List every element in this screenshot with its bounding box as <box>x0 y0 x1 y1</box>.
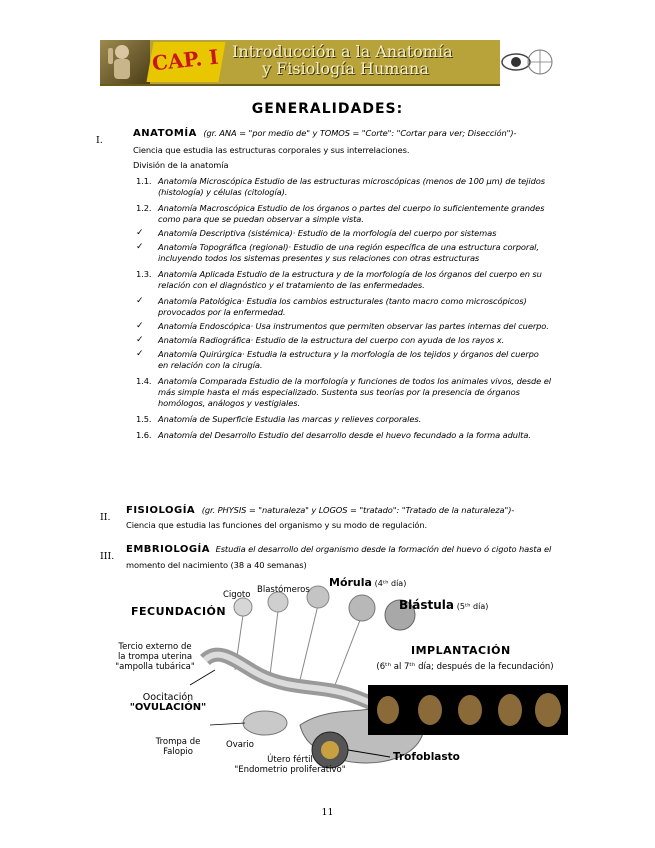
list-item <box>136 242 572 264</box>
item-line: Anatomía Macroscópica Estudio de los órganos o partes del cuerpo lo suficientemente grandes <box>158 203 545 213</box>
cigoto-cell <box>234 598 252 616</box>
label-tercio <box>110 642 200 672</box>
item-number: 1.4. <box>136 376 152 386</box>
section-etymology: (gr. ANA = "por medio de" y TOMOS = "Corte": "Cortar para ver; Disección")- <box>203 128 517 138</box>
ovary-shape <box>243 711 287 735</box>
label-utero-line: "Endometrio proliferativo" <box>234 765 346 775</box>
section-i-division-label: División de la anatomía <box>133 160 229 170</box>
section-iii-title-line <box>126 544 576 555</box>
chapter-title <box>232 43 453 77</box>
label-trompa-line: Falopio <box>163 747 193 757</box>
label-blastula-day: (5ᵗʰ día) <box>456 602 489 611</box>
item-line: relación con el diagnóstico y el tratamiento de las enfermedades. <box>158 280 425 290</box>
check-icon: ✓ <box>136 349 144 359</box>
embryo-image <box>418 695 442 725</box>
section-numeral: I. <box>96 135 103 146</box>
item-line: Anatomía Topográfica (regional)· Estudio de una región específica de una estructura corporal, <box>158 242 539 252</box>
section-etymology: (gr. PHYSIS = "naturaleza" y LOGOS = "tratado": "Tratado de la naturaleza")- <box>201 505 515 515</box>
blastomeros-cell <box>268 592 288 612</box>
label-cigoto: Cigoto <box>223 590 251 600</box>
item-line: Anatomía Quirúrgica· Estudia la estructura y la morfología de los tejidos y órganos del cuerpo <box>158 349 539 359</box>
label-utero <box>230 755 350 775</box>
item-text <box>158 430 531 441</box>
eye-diagram-image <box>500 42 555 82</box>
pointer-line <box>300 605 318 680</box>
check-icon: ✓ <box>136 296 144 306</box>
check-icon: ✓ <box>136 321 144 331</box>
chapter-tag: CAP. I <box>150 44 220 76</box>
label-tercio-line: la trompa uterina <box>117 652 193 662</box>
item-line: homólogos, análogos y vestigiales. <box>158 398 300 408</box>
item-line: Anatomía Patológica· Estudia los cambios estructurales (tanto macro como microscópicos) <box>158 296 527 306</box>
section-numeral: II. <box>100 512 111 523</box>
label-trompa <box>148 737 208 757</box>
chapter-title-line2: y Fisiología Humana <box>262 59 429 78</box>
item-text <box>158 349 539 371</box>
anatomy-figure-icon <box>100 40 150 84</box>
section-i-numeral <box>96 128 103 147</box>
embryo-image <box>498 694 522 726</box>
embryo-image <box>377 696 399 724</box>
item-text <box>158 414 421 425</box>
label-morula-text: Mórula <box>329 576 372 589</box>
item-line: Anatomía Comparada Estudio de la morfología y funciones de todos los animales vivos, desde el <box>158 376 551 386</box>
section-ii-numeral <box>100 505 111 524</box>
list-item <box>136 430 572 441</box>
label-morula-day: (4ᵗʰ día) <box>374 579 407 588</box>
section-title: ANATOMÍA <box>133 128 197 139</box>
list-item <box>136 376 572 409</box>
section-iii-text-line2: momento del nacimiento (38 a 40 semanas) <box>126 560 307 570</box>
item-text <box>158 269 542 291</box>
item-number: 1.3. <box>136 269 152 279</box>
pointer-line <box>270 611 278 675</box>
label-ovulacion-text: "OVULACIÓN" <box>129 702 207 713</box>
section-ii-title-line <box>126 505 576 516</box>
label-implantacion-days: (6ᵗʰ al 7ᵗʰ día; después de la fecundación) <box>376 662 554 672</box>
item-text <box>158 176 545 198</box>
chapter-title-line1: Introducción a la Anatomía <box>232 42 453 61</box>
item-text <box>158 335 504 346</box>
item-line: más simple hasta el más especializado. Sustenta sus teorías por la presencia de órganos <box>158 387 520 397</box>
section-i-title-line <box>133 128 573 139</box>
item-line: Anatomía Descriptiva (sistémica)· Estudio de la morfología del cuerpo por sistemas <box>158 228 497 238</box>
list-item <box>136 269 572 291</box>
blastomeros-cell-2 <box>307 586 329 608</box>
item-line: como para que se puedan observar a simple vista. <box>158 214 364 224</box>
check-icon: ✓ <box>136 228 144 238</box>
label-blastula <box>399 600 488 612</box>
label-trofoblasto: Trofoblasto <box>393 751 460 763</box>
list-item <box>136 176 572 198</box>
check-icon: ✓ <box>136 242 144 252</box>
label-trompa-line: Trompa de <box>155 737 201 747</box>
list-item <box>136 203 572 225</box>
page-heading: GENERALIDADES: <box>251 101 404 117</box>
list-item <box>136 414 572 425</box>
check-icon: ✓ <box>136 335 144 345</box>
label-tercio-line: Tercio externo de <box>118 642 192 652</box>
item-line: incluyendo todos los sistemas presentes y sus relaciones con otras estructuras <box>158 253 480 263</box>
item-line: Anatomía Microscópica Estudio de las estructuras microscópicas (menos de 100 µm) de tejidos <box>158 176 545 186</box>
item-line: Anatomía Radiográfica· Estudio de la estructura del cuerpo con ayuda de los rayos x. <box>158 335 505 345</box>
label-tercio-line: "ampolla tubárica" <box>115 662 195 672</box>
section-numeral: III. <box>100 551 115 562</box>
list-item <box>136 335 572 346</box>
label-ovario: Ovario <box>226 740 254 750</box>
embryo-image <box>458 695 482 725</box>
item-text <box>158 228 496 239</box>
item-text <box>158 376 551 409</box>
item-number: 1.2. <box>136 203 152 213</box>
label-utero-line: Útero fértil <box>267 755 313 765</box>
item-line: Anatomía Aplicada Estudio de la estructura y de la morfología de los órganos del cuerpo en su <box>158 269 542 279</box>
item-line: Anatomía de Superficie Estudia las marcas y relieves corporales. <box>158 414 422 424</box>
eye-icon <box>500 42 555 82</box>
label-fecundacion: FECUNDACIÓN <box>131 605 227 618</box>
tercio-pointer <box>190 670 215 685</box>
pointer-line <box>335 615 362 685</box>
page-number: 11 <box>321 807 334 818</box>
morula-cell <box>349 595 375 621</box>
section-title: EMBRIOLOGÍA <box>126 544 211 555</box>
label-blastomeros: Blastómeros <box>257 585 310 595</box>
item-number: 1.6. <box>136 430 152 440</box>
label-ovulacion <box>128 693 208 713</box>
item-line: provocados por la enfermedad. <box>158 307 286 317</box>
section-ii-definition: Ciencia que estudia las funciones del organismo y su modo de regulación. <box>126 520 428 530</box>
list-item <box>136 349 572 371</box>
list-item <box>136 321 572 332</box>
anatomy-division-list <box>136 176 572 441</box>
item-number: 1.1. <box>136 176 152 186</box>
list-item <box>136 228 572 239</box>
section-i-definition: Ciencia que estudia las estructuras corporales y sus interrelaciones. <box>133 145 410 155</box>
item-text <box>158 242 539 264</box>
label-oocitacion: Oocitación <box>142 692 194 703</box>
embryo-image <box>535 693 561 727</box>
section-title: FISIOLOGÍA <box>126 505 196 516</box>
item-text <box>158 296 527 318</box>
label-blastula-text: Blástula <box>399 598 454 612</box>
item-text <box>158 321 549 332</box>
item-line: en relación con la cirugía. <box>158 360 263 370</box>
item-line: Anatomía del Desarrollo Estudio del desarrollo desde el huevo fecundado a la forma adulta. <box>158 430 531 440</box>
item-line: Anatomía Endoscópica· Usa instrumentos que permiten observar las partes internas del cuerpo. <box>158 321 549 331</box>
anatomy-figure-image <box>100 40 150 84</box>
label-implantacion: IMPLANTACIÓN <box>411 644 511 657</box>
item-text <box>158 203 544 225</box>
ovulacion-pointer <box>210 723 245 725</box>
section-text: Estudia el desarrollo del organismo desde la formación del huevo ó cigoto hasta el <box>215 544 552 554</box>
item-line: (histología) y células (citología). <box>158 187 288 197</box>
section-iii-numeral <box>100 544 114 563</box>
item-number: 1.5. <box>136 414 152 424</box>
label-morula <box>329 578 406 589</box>
list-item <box>136 296 572 318</box>
